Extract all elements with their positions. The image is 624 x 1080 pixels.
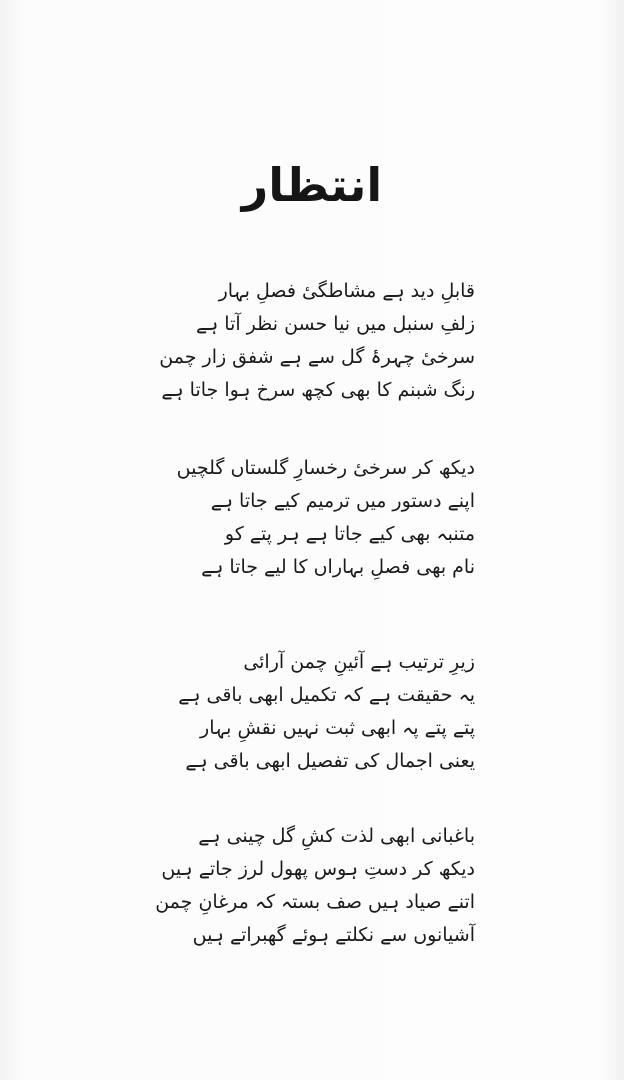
stanza-4 [155,820,475,952]
verse-line: باغبانی ابھی لذت کشِ گل چینی ہے [198,825,475,847]
stanza-1 [159,275,475,407]
verse-line: آشیانوں سے نکلتے ہوئے گھبراتے ہیں [192,924,475,946]
verse-line: اتنے صیاد ہیں صف بستہ کہ مرغانِ چمن [155,891,475,913]
verse-line: پتے پتے پہ ابھی ثبت نہیں نقشِ بہار [200,717,475,739]
verse-line: دیکھ کر سرخیٔ رخسارِ گلستاں گلچیں [176,457,475,479]
verse-line: رنگ شبنم کا بھی کچھ سرخ ہوا جاتا ہے [161,379,475,401]
verse-line: اپنے دستور میں ترمیم کیے جاتا ہے [210,490,475,512]
verse-line: دیکھ کر دستِ ہوس پھول لرز جاتے ہیں [161,858,475,880]
stanza-2 [175,452,475,584]
verse-line: متنبہ بھی کیے جاتا ہے ہر پتے کو [224,523,475,545]
verse-line: یہ حقیقت ہے کہ تکمیل ابھی باقی ہے [178,684,475,706]
verse-line: سرخیٔ چہرۂ گل سے ہے شفق زار چمن [159,346,475,368]
verse-line: زلفِ سنبل میں نیا حسن نظر آتا ہے [195,313,475,335]
poem-title: انتظار [241,158,383,212]
verse-line: قابلِ دید ہے مشاطگیٔ فصلِ بہار [218,280,475,302]
verse-line: نام بھی فصلِ بہاراں کا لیے جاتا ہے [201,556,475,578]
verse-line: زیرِ ترتیب ہے آئینِ چمن آرائی [243,651,475,673]
verse-line: یعنی اجمال کی تفصیل ابھی باقی ہے [185,750,475,772]
stanza-3 [175,646,475,778]
